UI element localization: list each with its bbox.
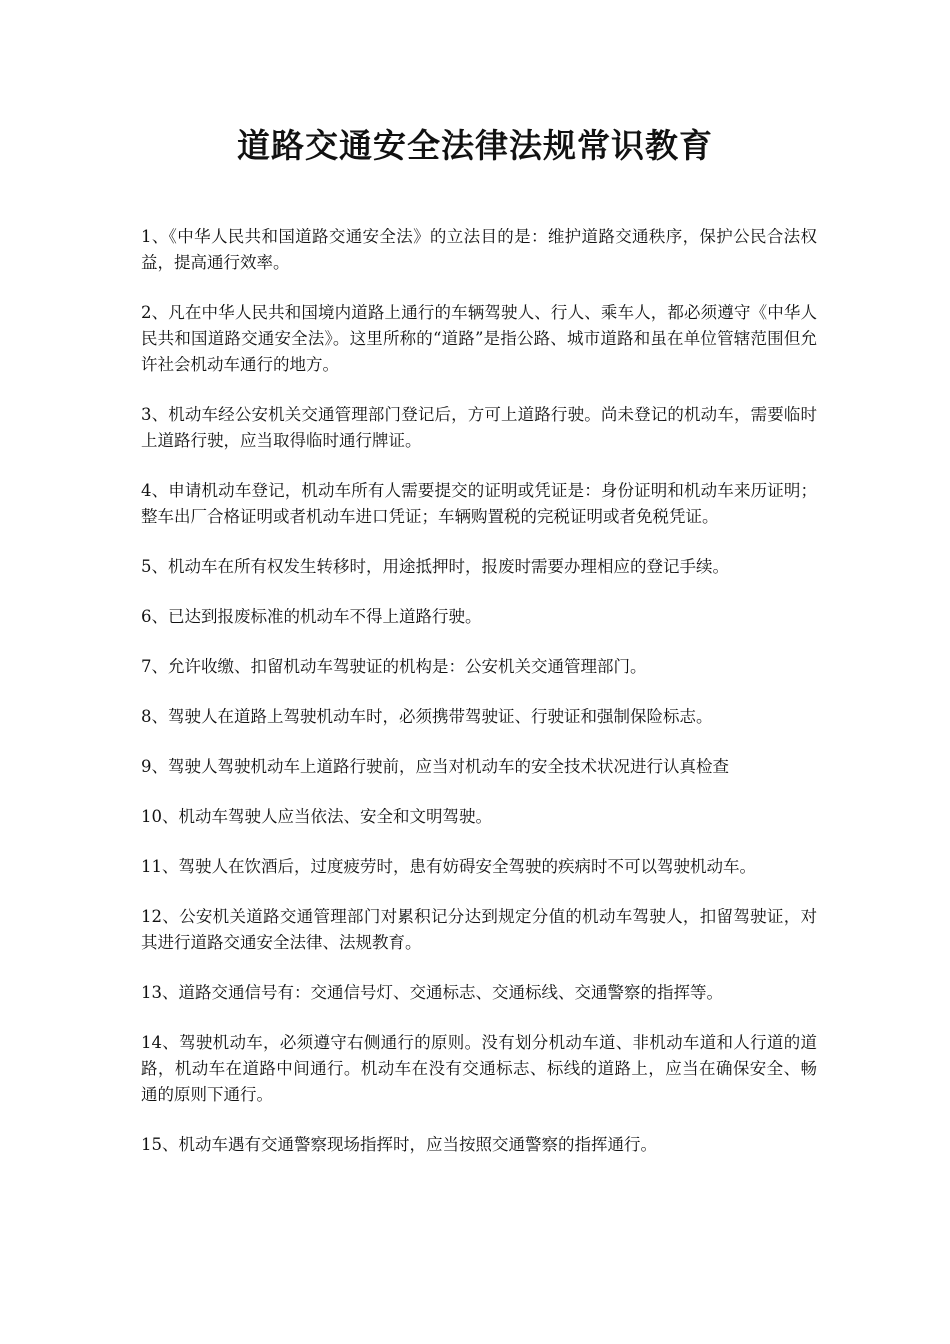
rule-item-4: 4、申请机动车登记，机动车所有人需要提交的证明或凭证是：身份证明和机动车来历证明；整车出厂合格证明或者机动车进口凭证；车辆购置税的完税证明或者免税凭证。 bbox=[141, 481, 817, 526]
rule-item-1: 1、《中华人民共和国道路交通安全法》的立法目的是：维护道路交通秩序，保护公民合法权益，提高通行效率。 bbox=[141, 227, 817, 272]
rule-item-12: 12、公安机关道路交通管理部门对累积记分达到规定分值的机动车驾驶人，扣留驾驶证，对其进行道路交通安全法律、法规教育。 bbox=[141, 907, 817, 952]
rule-item-14: 14、驾驶机动车，必须遵守右侧通行的原则。没有划分机动车道、非机动车道和人行道的道路，机动车在道路中间通行。机动车在没有交通标志、标线的道路上，应当在确保安全、畅通的原则下通行。 bbox=[141, 1033, 817, 1104]
rule-item-7: 7、允许收缴、扣留机动车驾驶证的机构是：公安机关交通管理部门。 bbox=[141, 657, 647, 676]
rule-item-5: 5、机动车在所有权发生转移时，用途抵押时，报废时需要办理相应的登记手续。 bbox=[141, 557, 729, 576]
rule-item-9: 9、驾驶人驾驶机动车上道路行驶前，应当对机动车的安全技术状况进行认真检查 bbox=[141, 757, 729, 776]
rule-item-3: 3、机动车经公安机关交通管理部门登记后，方可上道路行驶。尚未登记的机动车，需要临时上道路行驶，应当取得临时通行牌证。 bbox=[141, 405, 817, 450]
rule-item-6: 6、已达到报废标准的机动车不得上道路行驶。 bbox=[141, 607, 482, 626]
rule-item-10: 10、机动车驾驶人应当依法、安全和文明驾驶。 bbox=[141, 807, 492, 826]
rule-item-8: 8、驾驶人在道路上驾驶机动车时，必须携带驾驶证、行驶证和强制保险标志。 bbox=[141, 707, 713, 726]
rule-item-11: 11、驾驶人在饮酒后，过度疲劳时，患有妨碍安全驾驶的疾病时不可以驾驶机动车。 bbox=[141, 857, 756, 876]
rule-item-13: 13、道路交通信号有：交通信号灯、交通标志、交通标线、交通警察的指挥等。 bbox=[141, 983, 723, 1002]
rule-item-2: 2、凡在中华人民共和国境内道路上通行的车辆驾驶人、行人、乘车人，都必须遵守《中华人民共和国道路交通安全法》。这里所称的“道路”是指公路、城市道路和虽在单位管辖范围但允许社会机动车通行的地方。 bbox=[141, 303, 817, 374]
rule-item-15: 15、机动车遇有交通警察现场指挥时，应当按照交通警察的指挥通行。 bbox=[141, 1135, 657, 1154]
page-title: 道路交通安全法律法规常识教育 bbox=[237, 126, 713, 165]
rule-list bbox=[141, 224, 817, 1182]
